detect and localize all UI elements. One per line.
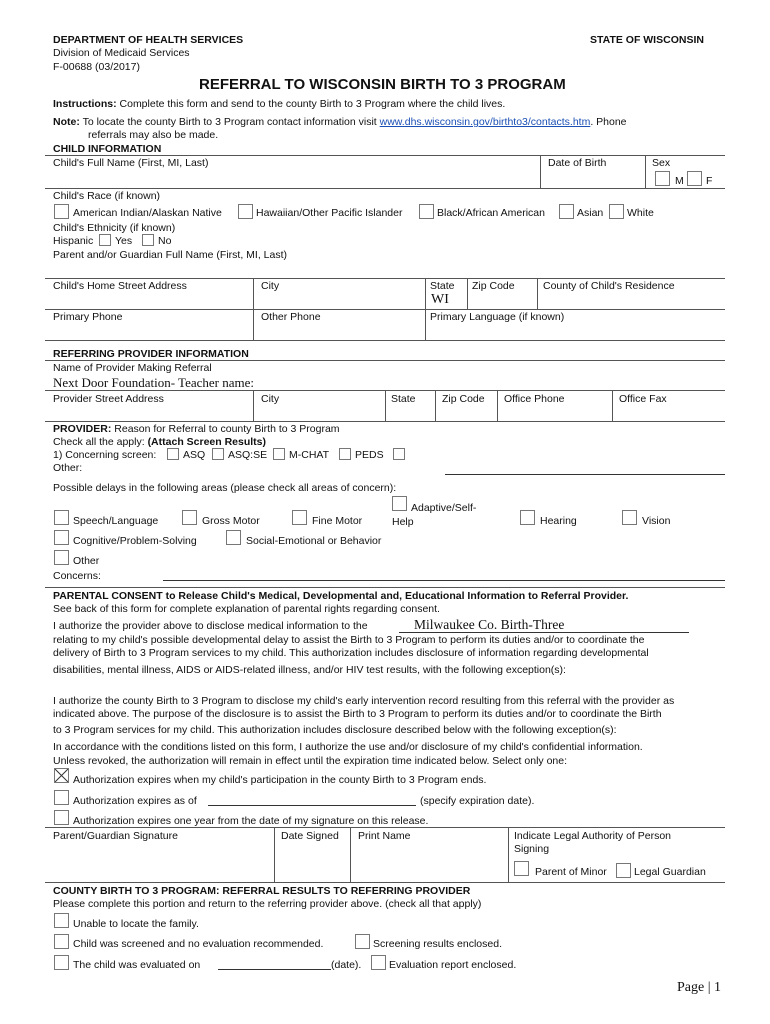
dob-label: Date of Birth [548,157,607,169]
form-number: F-00688 (03/2017) [53,61,140,73]
check-all-label: Check all the apply: [53,436,145,448]
consent-para2-line2: indicated above. The purpose of the disclosure is to assist the Birth to 3 Program to perform its duties and/or to coordinate the Birth [53,708,662,720]
delay-social-checkbox[interactable] [226,530,241,545]
screen-mchat-label: M-CHAT [289,449,330,461]
screen-other-checkbox[interactable] [393,448,405,460]
hispanic-no-label: No [158,235,172,247]
evaluated-date-input-line[interactable] [218,969,331,970]
delay-adaptive-label-2: Help [392,516,414,528]
county-heading: COUNTY BIRTH TO 3 PROGRAM: REFERRAL RESULTS TO REFERRING PROVIDER [53,885,471,897]
consent-para3-line2: Unless revoked, the authorization will remain in effect until the expiration time indicated below. Select only one: [53,755,568,767]
delay-adaptive-checkbox[interactable] [392,496,407,511]
consent-heading: PARENTAL CONSENT to Release Child's Medical, Developmental and, Educational Information to Referral Provider. [53,590,629,602]
concerns-label: Concerns: [53,570,101,582]
race-option-american-indian: American Indian/Alaskan Native [73,207,222,219]
screening-results-checkbox[interactable] [355,934,370,949]
delay-hearing-checkbox[interactable] [520,510,535,525]
city-label: City [261,280,280,292]
expiration-option-2-prefix: Authorization expires as of [73,795,197,807]
race-checkbox-white[interactable] [609,204,624,219]
date-signed-label: Date Signed [281,830,339,842]
provider-info-heading: REFERRING PROVIDER INFORMATION [53,348,249,360]
consent-authorize-line [399,632,689,633]
race-option-hawaiian: Hawaiian/Other Pacific Islander [256,207,403,219]
consent-see-back: See back of this form for complete explanation of parental rights regarding consent. [53,603,440,615]
delay-cognitive-checkbox[interactable] [54,530,69,545]
hispanic-label: Hispanic [53,235,94,247]
delay-gross-motor-checkbox[interactable] [182,510,197,525]
ethnicity-label: Child's Ethnicity (if known) [53,222,176,234]
state-value[interactable]: WI [431,292,449,307]
note [53,116,627,128]
provider-name-value[interactable]: Next Door Foundation- Teacher name: [53,375,255,390]
check-all-line [53,436,266,448]
sex-f-label: F [706,175,713,187]
eval-report-checkbox[interactable] [371,955,386,970]
consent-para1-line1: relating to my child's possible developmental delay to assist the Birth to 3 Program to perform its duties and/or to coordinate the [53,634,645,646]
consent-authorize-value[interactable]: Milwaukee Co. Birth-Three [414,617,565,632]
attach-screen-results: (Attach Screen Results) [147,436,267,448]
race-label: Child's Race (if known) [53,190,161,202]
provider-city-label: City [261,393,280,405]
delay-social-label: Social-Emotional or Behavior [246,535,382,547]
expiration-option-3-checkbox[interactable] [54,810,69,825]
note-after: . Phone [590,116,627,128]
sex-label: Sex [652,157,671,169]
screened-no-eval-label: Child was screened and no evaluation recommended. [73,938,324,950]
provider-reason-text: Reason for Referral to county Birth to 3 Program [114,423,340,435]
parent-of-minor-checkbox[interactable] [514,861,529,876]
delays-label: Possible delays in the following areas (please check all areas of concern): [53,482,397,494]
legal-authority-label: Indicate Legal Authority of Person [514,830,672,842]
evaluated-prefix: The child was evaluated on [73,959,201,971]
delay-gross-motor-label: Gross Motor [202,515,260,527]
expiration-option-1-checkbox[interactable] [54,768,69,783]
office-fax-label: Office Fax [619,393,667,405]
sex-f-checkbox[interactable] [687,171,702,186]
screen-asqse-checkbox[interactable] [212,448,224,460]
race-option-asian: Asian [577,207,604,219]
unable-locate-checkbox[interactable] [54,913,69,928]
parent-signature-label: Parent/Guardian Signature [53,830,178,842]
expiration-date-input-line[interactable] [208,805,416,806]
hispanic-yes-label: Yes [115,235,133,247]
primary-phone-label: Primary Phone [53,311,123,323]
parent-of-minor-label: Parent of Minor [535,866,607,878]
consent-para2-line1: I authorize the county Birth to 3 Program to disclose my child's early intervention record resulting from this referral with the provider as [53,695,675,707]
delay-speech-label: Speech/Language [73,515,159,527]
provider-address-label: Provider Street Address [53,393,164,405]
page-number: Page | 1 [677,980,722,995]
delay-other-checkbox[interactable] [54,550,69,565]
instructions-text: Complete this form and send to the county Birth to 3 Program where the child lives. [119,98,506,110]
delay-vision-label: Vision [642,515,671,527]
checked-x-icon [55,769,68,782]
screen-peds-checkbox[interactable] [339,448,351,460]
consent-para1-line3: disabilities, mental illness, AIDS or AIDS-related illness, and/or HIV test results, with the following exception(s): [53,664,566,676]
delay-other-label: Other [73,555,100,567]
legal-authority-label-2: Signing [514,843,550,855]
contacts-link[interactable]: www.dhs.wisconsin.gov/birthto3/contacts.htm [379,116,591,128]
delay-cognitive-label: Cognitive/Problem-Solving [73,535,197,547]
other-label: Other: [53,462,83,474]
provider-name-label: Name of Provider Making Referral [53,362,212,374]
screen-mchat-checkbox[interactable] [273,448,285,460]
delay-adaptive-label: Adaptive/Self- [411,502,477,514]
sex-m-checkbox[interactable] [655,171,670,186]
legal-guardian-label: Legal Guardian [634,866,706,878]
note-line2: referrals may also be made. [88,129,219,141]
expiration-option-1-label: Authorization expires when my child's participation in the county Birth to 3 Program ends. [73,774,487,786]
expiration-option-3-label: Authorization expires one year from the date of my signature on this release. [73,815,429,827]
note-label: Note: [53,116,80,128]
evaluated-checkbox[interactable] [54,955,69,970]
hispanic-yes-checkbox[interactable] [99,234,111,246]
consent-para2-line3: to 3 Program services for my child. This authorization includes disclosure described below with the following exception(s): [53,724,617,736]
provider-state-label: State [391,393,416,405]
hispanic-no-checkbox[interactable] [142,234,154,246]
consent-authorize-prefix: I authorize the provider above to disclose medical information to the [53,620,368,632]
eval-report-label: Evaluation report enclosed. [389,959,517,971]
evaluated-suffix: (date). [331,959,362,971]
state-label: State [430,280,455,292]
screen-asq-checkbox[interactable] [167,448,179,460]
race-option-white: White [627,207,654,219]
race-checkbox-asian[interactable] [559,204,574,219]
delay-fine-motor-checkbox[interactable] [292,510,307,525]
print-name-label: Print Name [358,830,411,842]
screen-peds-label: PEDS [355,449,384,461]
state-name: STATE OF WISCONSIN [590,34,704,46]
screening-results-label: Screening results enclosed. [373,938,502,950]
office-phone-label: Office Phone [504,393,565,405]
concerns-input-line[interactable] [163,580,725,581]
delay-hearing-label: Hearing [540,515,577,527]
provider-reason-label: PROVIDER: [53,423,112,435]
delay-fine-motor-label: Fine Motor [312,515,363,527]
concerning-screen-label: 1) Concerning screen: [53,449,157,461]
home-address-label: Child's Home Street Address [53,280,187,292]
child-name-label: Child's Full Name (First, MI, Last) [53,157,209,169]
expiration-option-2-suffix: (specify expiration date). [420,795,535,807]
screened-no-eval-checkbox[interactable] [54,934,69,949]
instructions [53,98,505,110]
race-option-black: Black/African American [437,207,545,219]
child-info-heading: CHILD INFORMATION [53,143,162,155]
screen-asq-label: ASQ [183,449,206,461]
instructions-label: Instructions: [53,98,117,110]
provider-reason [53,423,340,435]
parent-name-label: Parent and/or Guardian Full Name (First, MI, Last) [53,249,287,261]
sex-m-label: M [675,175,684,187]
race-checkbox-black[interactable] [419,204,434,219]
screen-asqse-label: ASQ:SE [228,449,268,461]
county-label: County of Child's Residence [543,280,675,292]
zip-label: Zip Code [472,280,515,292]
consent-para1-line2: delivery of Birth to 3 Program services to my child. This authorization includes disclosure of information regarding developmental [53,647,649,659]
language-label: Primary Language (if known) [430,311,565,323]
provider-zip-label: Zip Code [442,393,485,405]
race-checkbox-hawaiian[interactable] [238,204,253,219]
race-checkbox-american-indian[interactable] [54,204,69,219]
other-phone-label: Other Phone [261,311,321,323]
delay-speech-checkbox[interactable] [54,510,69,525]
department-name: DEPARTMENT OF HEALTH SERVICES [53,34,244,46]
unable-locate-label: Unable to locate the family. [73,918,199,930]
expiration-option-2-checkbox[interactable] [54,790,69,805]
division-name: Division of Medicaid Services [53,47,190,59]
note-text: To locate the county Birth to 3 Program contact information visit [82,116,377,128]
other-input-line[interactable] [445,474,725,475]
consent-para3-line1: In accordance with the conditions listed on this form, I authorize the use and/or disclosure of my child's confidential information. [53,741,643,753]
legal-guardian-checkbox[interactable] [616,863,631,878]
page-title: REFERRAL TO WISCONSIN BIRTH TO 3 PROGRAM [199,76,566,93]
delay-vision-checkbox[interactable] [622,510,637,525]
county-instructions: Please complete this portion and return to the referring provider above. (check all that apply) [53,898,482,910]
